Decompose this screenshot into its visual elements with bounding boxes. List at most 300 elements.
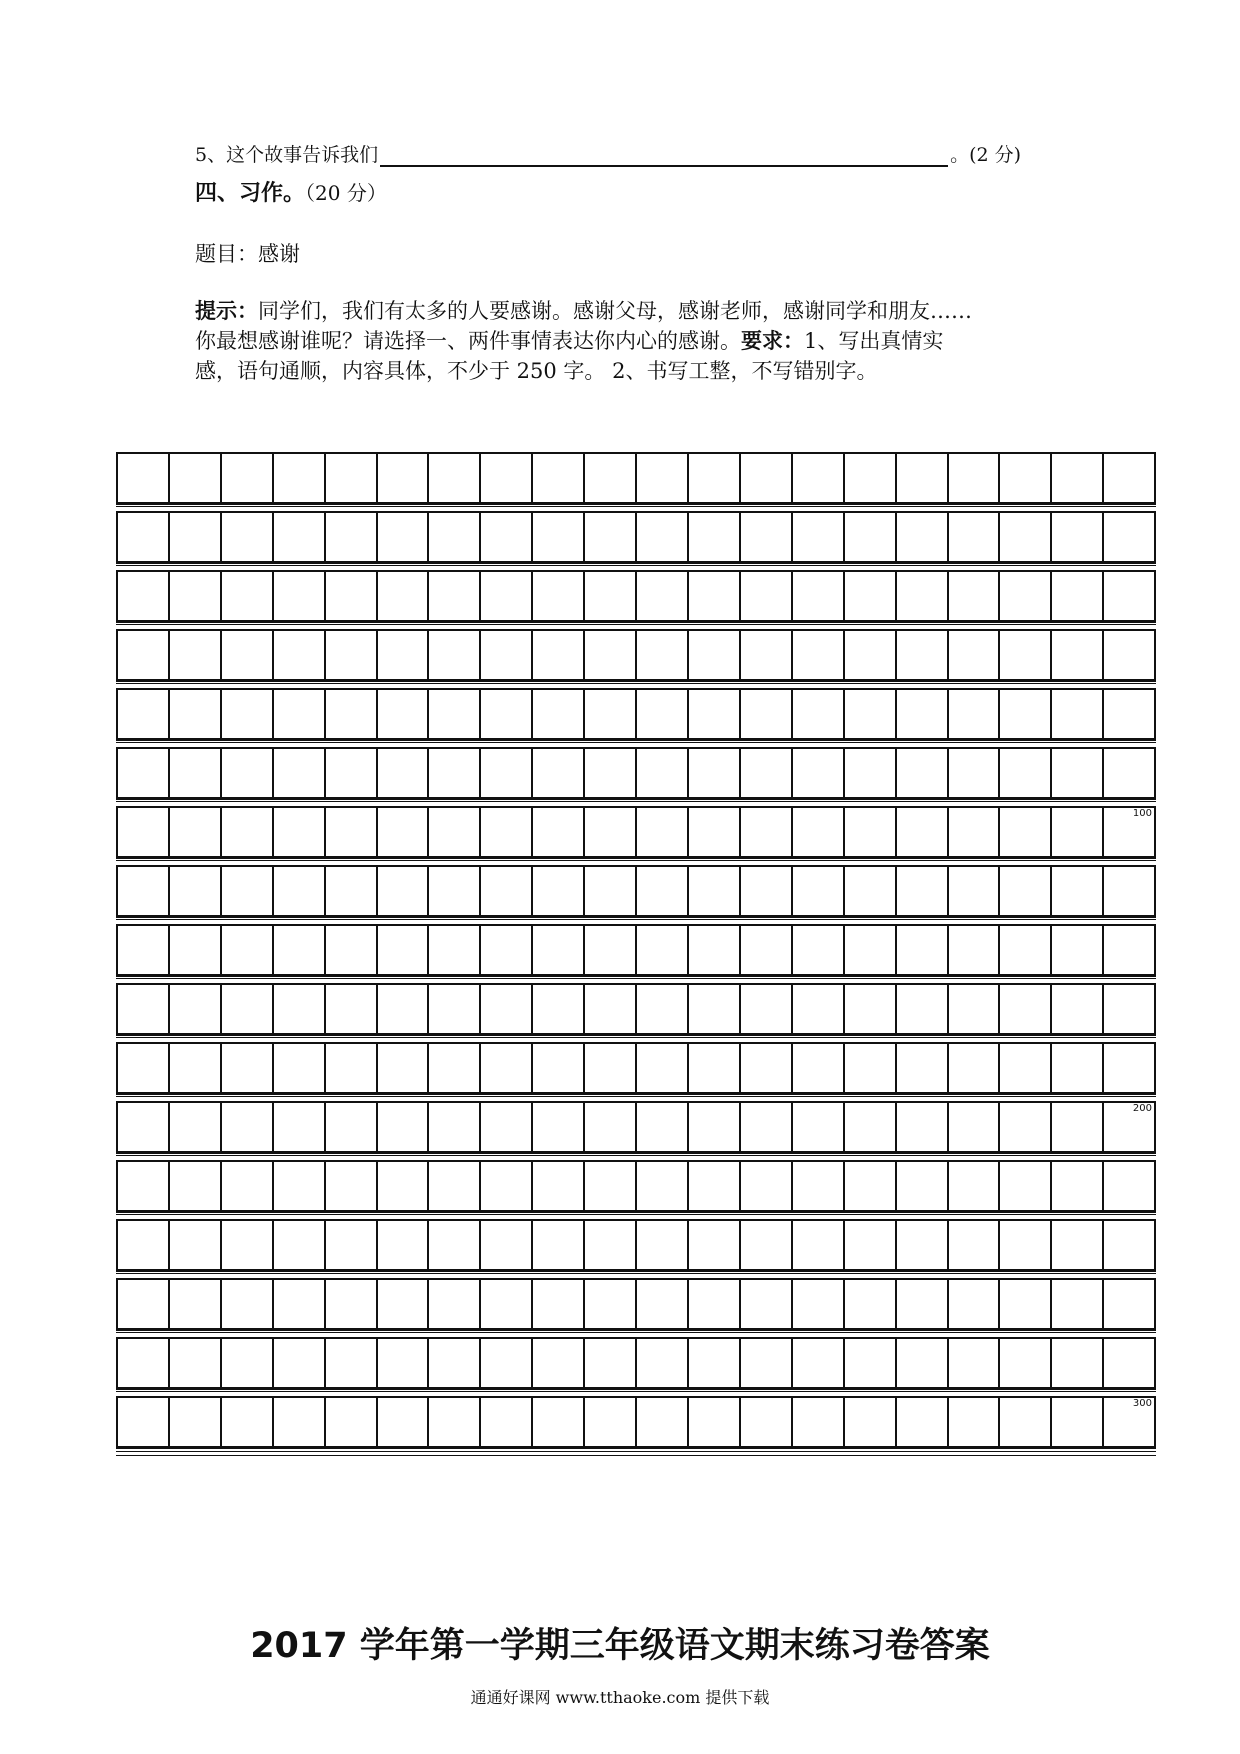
grid-cell[interactable] (118, 513, 170, 561)
grid-cell[interactable] (533, 513, 585, 561)
grid-cell[interactable] (274, 749, 326, 797)
grid-cell[interactable] (481, 985, 533, 1033)
grid-cell[interactable] (949, 985, 1001, 1033)
grid-cell[interactable] (222, 1044, 274, 1092)
grid-cell[interactable] (1104, 1339, 1154, 1387)
grid-cell[interactable] (689, 1280, 741, 1328)
grid-cell[interactable] (1052, 1280, 1104, 1328)
grid-cell[interactable] (845, 513, 897, 561)
grid-cell[interactable] (481, 572, 533, 620)
grid-cell[interactable] (845, 1398, 897, 1446)
grid-cell[interactable] (222, 867, 274, 915)
grid-cell[interactable] (793, 1339, 845, 1387)
grid-cell[interactable] (897, 1398, 949, 1446)
grid-cell[interactable] (222, 926, 274, 974)
grid-cell[interactable] (897, 985, 949, 1033)
grid-cell[interactable] (793, 867, 845, 915)
grid-cell[interactable] (1052, 1339, 1104, 1387)
grid-cell[interactable] (326, 985, 378, 1033)
grid-cell[interactable] (118, 985, 170, 1033)
grid-cell[interactable] (793, 808, 845, 856)
grid-cell[interactable] (481, 1103, 533, 1151)
grid-cell[interactable] (845, 572, 897, 620)
grid-cell[interactable] (949, 749, 1001, 797)
grid-cell[interactable] (1104, 1162, 1154, 1210)
answer-blank[interactable] (380, 143, 948, 167)
grid-cell[interactable] (897, 1162, 949, 1210)
grid-cell[interactable] (170, 572, 222, 620)
grid-cell[interactable] (378, 1103, 430, 1151)
grid-cell[interactable] (741, 513, 793, 561)
grid-cell[interactable] (1052, 926, 1104, 974)
grid-cell[interactable] (533, 985, 585, 1033)
grid-cell[interactable] (378, 808, 430, 856)
grid-cell[interactable] (637, 1221, 689, 1269)
grid-cell[interactable] (170, 1398, 222, 1446)
grid-cell[interactable] (637, 1280, 689, 1328)
grid-cell[interactable] (222, 1221, 274, 1269)
grid-cell[interactable] (793, 1162, 845, 1210)
grid-cell[interactable] (637, 749, 689, 797)
grid-cell[interactable] (1000, 1339, 1052, 1387)
grid-cell[interactable] (1000, 1103, 1052, 1151)
grid-cell[interactable] (481, 749, 533, 797)
grid-cell[interactable] (533, 690, 585, 738)
grid-cell[interactable] (533, 808, 585, 856)
grid-cell[interactable] (949, 1221, 1001, 1269)
grid-cell[interactable] (118, 1221, 170, 1269)
grid-cell[interactable] (170, 1221, 222, 1269)
grid-cell[interactable] (585, 808, 637, 856)
grid-cell[interactable] (222, 572, 274, 620)
grid-cell[interactable] (585, 1162, 637, 1210)
grid-cell[interactable] (533, 1044, 585, 1092)
grid-cell[interactable] (274, 572, 326, 620)
grid-cell[interactable] (378, 1339, 430, 1387)
grid-cell[interactable] (222, 513, 274, 561)
grid-cell[interactable] (326, 926, 378, 974)
grid-cell[interactable] (1000, 1221, 1052, 1269)
grid-cell[interactable] (689, 1398, 741, 1446)
grid-cell[interactable] (1104, 572, 1154, 620)
grid-cell[interactable] (326, 631, 378, 679)
grid-cell[interactable] (793, 749, 845, 797)
grid-cell[interactable] (741, 690, 793, 738)
grid-cell[interactable] (897, 926, 949, 974)
grid-cell[interactable] (585, 867, 637, 915)
grid-cell[interactable] (429, 1103, 481, 1151)
grid-cell[interactable] (1000, 454, 1052, 502)
grid-cell[interactable] (222, 1162, 274, 1210)
grid-cell[interactable] (897, 513, 949, 561)
grid-cell[interactable] (378, 1044, 430, 1092)
grid-cell[interactable] (897, 1103, 949, 1151)
grid-cell[interactable] (429, 1339, 481, 1387)
grid-cell[interactable] (585, 1044, 637, 1092)
grid-cell[interactable] (429, 631, 481, 679)
grid-cell[interactable] (689, 1221, 741, 1269)
grid-cell[interactable] (949, 690, 1001, 738)
grid-cell[interactable] (741, 1103, 793, 1151)
grid-cell[interactable] (222, 454, 274, 502)
grid-cell[interactable] (637, 1044, 689, 1092)
grid-cell[interactable] (793, 690, 845, 738)
grid-cell[interactable] (741, 926, 793, 974)
grid-cell[interactable] (326, 1398, 378, 1446)
grid-cell[interactable] (689, 513, 741, 561)
grid-cell[interactable] (637, 1162, 689, 1210)
grid-cell[interactable] (118, 1103, 170, 1151)
grid-cell[interactable] (222, 985, 274, 1033)
grid-cell[interactable] (741, 1398, 793, 1446)
grid-cell[interactable] (1000, 1162, 1052, 1210)
grid-cell[interactable] (378, 513, 430, 561)
grid-cell[interactable] (1104, 749, 1154, 797)
grid-cell[interactable] (481, 867, 533, 915)
grid-cell[interactable] (949, 808, 1001, 856)
grid-cell[interactable] (429, 454, 481, 502)
grid-cell[interactable] (585, 749, 637, 797)
grid-cell[interactable] (118, 631, 170, 679)
grid-cell[interactable] (585, 1221, 637, 1269)
grid-cell[interactable] (897, 1221, 949, 1269)
grid-cell[interactable] (949, 926, 1001, 974)
grid-cell[interactable] (1052, 690, 1104, 738)
grid-cell[interactable] (793, 926, 845, 974)
grid-cell[interactable] (222, 1103, 274, 1151)
grid-cell[interactable] (689, 926, 741, 974)
grid-cell[interactable] (793, 572, 845, 620)
grid-cell[interactable] (326, 690, 378, 738)
grid-cell[interactable] (1052, 985, 1104, 1033)
grid-cell[interactable] (222, 690, 274, 738)
grid-cell[interactable] (845, 1339, 897, 1387)
grid-cell[interactable] (897, 1044, 949, 1092)
grid-cell[interactable] (1104, 867, 1154, 915)
grid-cell[interactable] (533, 749, 585, 797)
grid-cell[interactable] (1052, 1044, 1104, 1092)
grid-cell[interactable] (1104, 985, 1154, 1033)
grid-cell[interactable] (585, 926, 637, 974)
grid-cell[interactable] (274, 454, 326, 502)
grid-cell[interactable] (949, 572, 1001, 620)
grid-cell[interactable] (274, 1280, 326, 1328)
grid-cell[interactable] (1000, 631, 1052, 679)
grid-cell[interactable] (170, 631, 222, 679)
grid-cell[interactable] (429, 1162, 481, 1210)
grid-cell[interactable] (274, 926, 326, 974)
grid-cell[interactable] (481, 1044, 533, 1092)
grid-cell[interactable] (326, 1103, 378, 1151)
grid-cell[interactable] (533, 1162, 585, 1210)
grid-cell[interactable] (170, 1162, 222, 1210)
grid-cell[interactable] (274, 985, 326, 1033)
grid-cell[interactable] (533, 1398, 585, 1446)
grid-cell[interactable] (1000, 1044, 1052, 1092)
grid-cell[interactable] (585, 985, 637, 1033)
grid-cell[interactable] (274, 808, 326, 856)
grid-cell[interactable] (118, 867, 170, 915)
grid-cell[interactable] (222, 1398, 274, 1446)
grid-cell[interactable] (689, 1103, 741, 1151)
grid-cell[interactable] (845, 1103, 897, 1151)
grid-cell[interactable] (326, 513, 378, 561)
grid-cell[interactable] (378, 867, 430, 915)
grid-cell[interactable] (637, 808, 689, 856)
grid-cell[interactable] (326, 1044, 378, 1092)
grid-cell[interactable] (481, 454, 533, 502)
grid-cell[interactable] (481, 631, 533, 679)
grid-cell[interactable] (170, 1044, 222, 1092)
grid-cell[interactable] (378, 454, 430, 502)
grid-cell[interactable] (949, 1398, 1001, 1446)
grid-cell[interactable] (793, 513, 845, 561)
grid-cell[interactable] (170, 513, 222, 561)
grid-cell[interactable] (1052, 749, 1104, 797)
grid-cell[interactable] (897, 690, 949, 738)
grid-cell[interactable] (1104, 631, 1154, 679)
grid-cell[interactable] (481, 1398, 533, 1446)
grid-cell[interactable] (741, 867, 793, 915)
grid-cell[interactable] (949, 454, 1001, 502)
grid-cell[interactable] (481, 690, 533, 738)
grid-cell[interactable] (533, 631, 585, 679)
grid-cell[interactable] (429, 572, 481, 620)
grid-cell[interactable] (689, 690, 741, 738)
grid-cell[interactable] (793, 1044, 845, 1092)
grid-cell[interactable] (637, 985, 689, 1033)
grid-cell[interactable] (637, 631, 689, 679)
grid-cell[interactable] (170, 1280, 222, 1328)
grid-cell[interactable] (1104, 1044, 1154, 1092)
grid-cell[interactable] (326, 454, 378, 502)
grid-cell[interactable] (741, 572, 793, 620)
grid-cell[interactable] (845, 808, 897, 856)
grid-cell[interactable] (274, 690, 326, 738)
grid-cell[interactable] (533, 1339, 585, 1387)
grid-cell[interactable] (637, 513, 689, 561)
grid-cell[interactable] (1104, 926, 1154, 974)
grid-cell[interactable] (689, 867, 741, 915)
grid-cell[interactable] (378, 1221, 430, 1269)
grid-cell[interactable] (533, 1280, 585, 1328)
grid-cell[interactable] (845, 631, 897, 679)
grid-cell[interactable] (897, 1280, 949, 1328)
grid-cell[interactable] (949, 867, 1001, 915)
grid-cell[interactable] (1104, 513, 1154, 561)
grid-cell[interactable] (845, 867, 897, 915)
grid-cell[interactable] (637, 454, 689, 502)
grid-cell[interactable] (118, 808, 170, 856)
grid-cell[interactable] (326, 1280, 378, 1328)
grid-cell[interactable] (274, 1221, 326, 1269)
grid-cell[interactable] (118, 749, 170, 797)
grid-cell[interactable] (170, 985, 222, 1033)
grid-cell[interactable] (585, 1103, 637, 1151)
grid-cell[interactable] (429, 690, 481, 738)
grid-cell[interactable] (1000, 1280, 1052, 1328)
grid-cell[interactable] (845, 749, 897, 797)
grid-cell[interactable] (741, 1044, 793, 1092)
grid-cell[interactable] (429, 808, 481, 856)
grid-cell[interactable] (793, 1221, 845, 1269)
grid-cell[interactable] (637, 1339, 689, 1387)
grid-cell[interactable] (793, 985, 845, 1033)
grid-cell[interactable] (637, 572, 689, 620)
grid-cell[interactable] (481, 513, 533, 561)
grid-cell[interactable] (1104, 690, 1154, 738)
grid-cell[interactable] (1052, 1103, 1104, 1151)
grid-cell[interactable] (845, 454, 897, 502)
grid-cell[interactable] (637, 1398, 689, 1446)
grid-cell[interactable] (585, 513, 637, 561)
grid-cell[interactable] (845, 690, 897, 738)
grid-cell[interactable] (1104, 454, 1154, 502)
grid-cell[interactable] (585, 1280, 637, 1328)
grid-cell[interactable] (1000, 926, 1052, 974)
grid-cell[interactable] (1052, 808, 1104, 856)
grid-cell[interactable] (274, 513, 326, 561)
grid-cell[interactable] (897, 1339, 949, 1387)
grid-cell[interactable] (429, 1044, 481, 1092)
grid-cell[interactable] (741, 808, 793, 856)
grid-cell[interactable] (326, 1339, 378, 1387)
grid-cell[interactable] (1052, 1162, 1104, 1210)
grid-cell[interactable] (1104, 1221, 1154, 1269)
grid-cell[interactable] (378, 572, 430, 620)
grid-cell[interactable] (170, 690, 222, 738)
grid-cell[interactable] (118, 454, 170, 502)
grid-cell[interactable] (118, 1398, 170, 1446)
grid-cell[interactable] (429, 749, 481, 797)
grid-cell[interactable] (897, 572, 949, 620)
grid-cell[interactable] (533, 1221, 585, 1269)
grid-cell[interactable] (741, 1162, 793, 1210)
grid-cell[interactable] (741, 454, 793, 502)
grid-cell[interactable] (585, 631, 637, 679)
grid-cell[interactable] (118, 1280, 170, 1328)
grid-cell[interactable] (949, 1044, 1001, 1092)
grid-cell[interactable] (170, 454, 222, 502)
grid-cell[interactable] (845, 1162, 897, 1210)
grid-cell[interactable] (429, 926, 481, 974)
grid-cell[interactable] (170, 749, 222, 797)
grid-cell[interactable] (1052, 867, 1104, 915)
grid-cell[interactable] (1000, 808, 1052, 856)
grid-cell[interactable] (378, 985, 430, 1033)
grid-cell[interactable] (118, 1044, 170, 1092)
grid-cell[interactable] (689, 572, 741, 620)
grid-cell[interactable] (429, 1221, 481, 1269)
grid-cell[interactable] (585, 1398, 637, 1446)
grid-cell[interactable] (741, 985, 793, 1033)
grid-cell[interactable] (274, 1398, 326, 1446)
grid-cell[interactable] (1000, 572, 1052, 620)
grid-cell[interactable] (170, 926, 222, 974)
grid-cell[interactable] (481, 926, 533, 974)
grid-cell[interactable] (1104, 1280, 1154, 1328)
grid-cell[interactable] (378, 1162, 430, 1210)
grid-cell[interactable] (1000, 1398, 1052, 1446)
grid-cell[interactable] (845, 1044, 897, 1092)
grid-cell[interactable] (222, 631, 274, 679)
grid-cell[interactable] (741, 1280, 793, 1328)
grid-cell[interactable] (274, 1103, 326, 1151)
grid-cell[interactable] (1000, 867, 1052, 915)
grid-cell[interactable] (533, 572, 585, 620)
grid-cell[interactable] (378, 631, 430, 679)
grid-cell[interactable] (481, 808, 533, 856)
grid-cell[interactable] (533, 454, 585, 502)
grid-cell[interactable] (741, 1339, 793, 1387)
grid-cell[interactable] (170, 1103, 222, 1151)
grid-cell[interactable] (1000, 749, 1052, 797)
grid-cell[interactable] (378, 1280, 430, 1328)
grid-cell[interactable] (949, 513, 1001, 561)
grid-cell[interactable] (274, 867, 326, 915)
grid-cell[interactable] (378, 690, 430, 738)
grid-cell[interactable] (845, 1221, 897, 1269)
grid-cell[interactable] (326, 867, 378, 915)
grid-cell[interactable] (326, 1221, 378, 1269)
grid-cell[interactable] (689, 749, 741, 797)
grid-cell[interactable] (274, 1162, 326, 1210)
grid-cell[interactable] (689, 808, 741, 856)
grid-cell[interactable] (897, 631, 949, 679)
grid-cell[interactable] (585, 454, 637, 502)
grid-cell[interactable] (741, 1221, 793, 1269)
grid-cell[interactable] (741, 631, 793, 679)
grid-cell[interactable] (897, 867, 949, 915)
grid-cell[interactable] (689, 1162, 741, 1210)
grid-cell[interactable] (118, 572, 170, 620)
grid-cell[interactable] (1000, 690, 1052, 738)
grid-cell[interactable] (897, 749, 949, 797)
grid-cell[interactable] (793, 1103, 845, 1151)
grid-cell[interactable] (274, 1044, 326, 1092)
grid-cell[interactable] (1000, 985, 1052, 1033)
grid-cell[interactable] (378, 1398, 430, 1446)
grid-cell[interactable] (689, 1339, 741, 1387)
grid-cell[interactable] (429, 867, 481, 915)
grid-cell[interactable] (949, 1103, 1001, 1151)
grid-cell[interactable] (1000, 513, 1052, 561)
grid-cell[interactable] (429, 513, 481, 561)
grid-cell[interactable] (118, 926, 170, 974)
grid-cell[interactable] (533, 1103, 585, 1151)
grid-cell[interactable] (689, 1044, 741, 1092)
grid-cell[interactable] (1052, 1221, 1104, 1269)
grid-cell[interactable] (429, 985, 481, 1033)
grid-cell[interactable] (897, 808, 949, 856)
grid-cell[interactable] (949, 1280, 1001, 1328)
grid-cell[interactable] (637, 1103, 689, 1151)
grid-cell[interactable] (689, 985, 741, 1033)
grid-cell[interactable] (118, 1162, 170, 1210)
grid-cell[interactable] (170, 808, 222, 856)
grid-cell[interactable] (585, 572, 637, 620)
grid-cell[interactable] (326, 1162, 378, 1210)
grid-cell[interactable] (481, 1280, 533, 1328)
grid-cell[interactable] (1052, 572, 1104, 620)
grid-cell[interactable] (274, 1339, 326, 1387)
grid-cell[interactable] (1052, 631, 1104, 679)
grid-cell[interactable] (637, 690, 689, 738)
grid-cell[interactable] (274, 631, 326, 679)
grid-cell[interactable] (949, 631, 1001, 679)
grid-cell[interactable] (793, 454, 845, 502)
grid-cell[interactable] (585, 690, 637, 738)
